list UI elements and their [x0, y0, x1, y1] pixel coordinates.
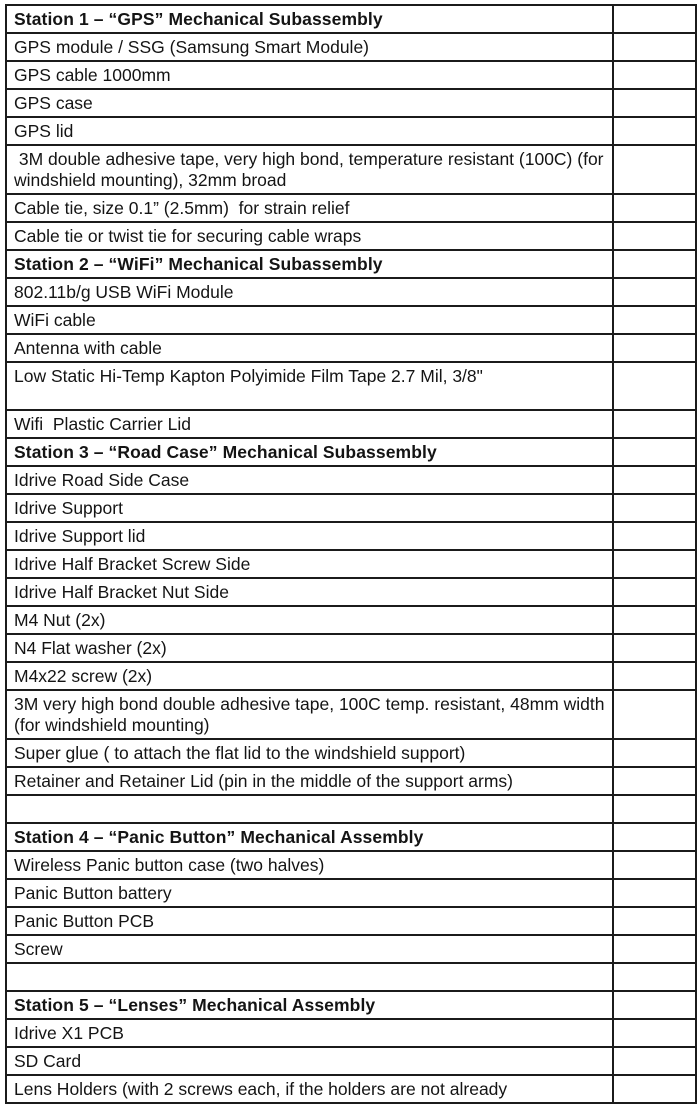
check-off-cell — [613, 61, 696, 89]
part-row — [6, 1047, 696, 1075]
part-description-cell: Idrive X1 PCB — [6, 1019, 613, 1047]
part-row — [6, 145, 696, 194]
part-row — [6, 522, 696, 550]
check-off-cell — [613, 33, 696, 61]
parts-checklist-table — [5, 4, 697, 1104]
check-off-cell — [613, 823, 696, 851]
part-row — [6, 278, 696, 306]
check-off-cell — [613, 963, 696, 991]
part-description-cell: Cable tie or twist tie for securing cable wraps — [6, 222, 613, 250]
part-description-cell: Idrive Half Bracket Nut Side — [6, 578, 613, 606]
part-row — [6, 634, 696, 662]
check-off-cell — [613, 194, 696, 222]
check-off-cell — [613, 306, 696, 334]
part-description-cell: Wireless Panic button case (two halves) — [6, 851, 613, 879]
part-description-cell: Cable tie, size 0.1” (2.5mm) for strain relief — [6, 194, 613, 222]
check-off-cell — [613, 907, 696, 935]
check-off-cell — [613, 145, 696, 194]
part-row — [6, 578, 696, 606]
part-row — [6, 410, 696, 438]
part-description-cell: GPS module / SSG (Samsung Smart Module) — [6, 33, 613, 61]
check-off-cell — [613, 879, 696, 907]
part-description-cell: Antenna with cable — [6, 334, 613, 362]
part-description-cell: Lens Holders (with 2 screws each, if the holders are not already — [6, 1075, 613, 1103]
part-row — [6, 61, 696, 89]
check-off-cell — [613, 606, 696, 634]
part-row — [6, 767, 696, 795]
part-description-cell: Idrive Support lid — [6, 522, 613, 550]
check-off-cell — [613, 690, 696, 739]
part-row — [6, 907, 696, 935]
check-off-cell — [613, 634, 696, 662]
part-description-cell: Wifi Plastic Carrier Lid — [6, 410, 613, 438]
check-off-cell — [613, 5, 696, 33]
part-row — [6, 117, 696, 145]
part-description-cell: M4 Nut (2x) — [6, 606, 613, 634]
part-row — [6, 879, 696, 907]
part-row — [6, 662, 696, 690]
part-description-cell: GPS case — [6, 89, 613, 117]
part-row — [6, 306, 696, 334]
part-description-cell: Idrive Half Bracket Screw Side — [6, 550, 613, 578]
section-title-cell: Station 2 – “WiFi” Mechanical Subassembly — [6, 250, 613, 278]
part-row — [6, 690, 696, 739]
part-row — [6, 494, 696, 522]
part-row — [6, 33, 696, 61]
check-off-cell — [613, 362, 696, 410]
check-off-cell — [613, 1047, 696, 1075]
part-row — [6, 334, 696, 362]
check-off-cell — [613, 578, 696, 606]
part-row — [6, 194, 696, 222]
part-description-cell: 3M double adhesive tape, very high bond, temperature resistant (100C) (for windshield mounting), 32mm broad — [6, 145, 613, 194]
spacer-row — [6, 795, 696, 823]
section-header-row — [6, 823, 696, 851]
check-off-cell — [613, 739, 696, 767]
part-row — [6, 550, 696, 578]
part-row — [6, 89, 696, 117]
section-header-row — [6, 438, 696, 466]
check-off-cell — [613, 795, 696, 823]
part-description-cell: Panic Button battery — [6, 879, 613, 907]
part-description-cell — [6, 795, 613, 823]
part-description-cell: Screw — [6, 935, 613, 963]
part-description-cell: Idrive Support — [6, 494, 613, 522]
check-off-cell — [613, 935, 696, 963]
check-off-cell — [613, 550, 696, 578]
part-description-cell: GPS lid — [6, 117, 613, 145]
part-row — [6, 362, 696, 410]
part-row — [6, 222, 696, 250]
part-description-cell: Retainer and Retainer Lid (pin in the middle of the support arms) — [6, 767, 613, 795]
check-off-cell — [613, 438, 696, 466]
part-description-cell — [6, 963, 613, 991]
part-row — [6, 1075, 696, 1103]
part-row — [6, 466, 696, 494]
section-title-cell: Station 1 – “GPS” Mechanical Subassembly — [6, 5, 613, 33]
part-description-cell: N4 Flat washer (2x) — [6, 634, 613, 662]
check-off-cell — [613, 410, 696, 438]
section-title-cell: Station 3 – “Road Case” Mechanical Subassembly — [6, 438, 613, 466]
check-off-cell — [613, 1019, 696, 1047]
part-description-cell: SD Card — [6, 1047, 613, 1075]
check-off-cell — [613, 991, 696, 1019]
section-header-row — [6, 991, 696, 1019]
part-row — [6, 935, 696, 963]
check-off-cell — [613, 522, 696, 550]
part-description-cell: Idrive Road Side Case — [6, 466, 613, 494]
part-description-cell: Low Static Hi-Temp Kapton Polyimide Film Tape 2.7 Mil, 3/8" — [6, 362, 613, 410]
section-title-cell: Station 5 – “Lenses” Mechanical Assembly — [6, 991, 613, 1019]
check-off-cell — [613, 851, 696, 879]
check-off-cell — [613, 117, 696, 145]
part-description-cell: GPS cable 1000mm — [6, 61, 613, 89]
part-description-cell: WiFi cable — [6, 306, 613, 334]
check-off-cell — [613, 250, 696, 278]
part-row — [6, 851, 696, 879]
check-off-cell — [613, 334, 696, 362]
spacer-row — [6, 963, 696, 991]
section-header-row — [6, 250, 696, 278]
part-row — [6, 1019, 696, 1047]
part-description-cell: 3M very high bond double adhesive tape, 100C temp. resistant, 48mm width (for windshield mounting) — [6, 690, 613, 739]
check-off-cell — [613, 767, 696, 795]
check-off-cell — [613, 278, 696, 306]
part-row — [6, 739, 696, 767]
check-off-cell — [613, 662, 696, 690]
check-off-cell — [613, 466, 696, 494]
part-description-cell: Super glue ( to attach the flat lid to the windshield support) — [6, 739, 613, 767]
part-description-cell: M4x22 screw (2x) — [6, 662, 613, 690]
part-description-cell: 802.11b/g USB WiFi Module — [6, 278, 613, 306]
section-title-cell: Station 4 – “Panic Button” Mechanical Assembly — [6, 823, 613, 851]
part-row — [6, 606, 696, 634]
check-off-cell — [613, 89, 696, 117]
section-header-row — [6, 5, 696, 33]
check-off-cell — [613, 494, 696, 522]
part-description-cell: Panic Button PCB — [6, 907, 613, 935]
check-off-cell — [613, 222, 696, 250]
check-off-cell — [613, 1075, 696, 1103]
table-body — [6, 5, 696, 1103]
